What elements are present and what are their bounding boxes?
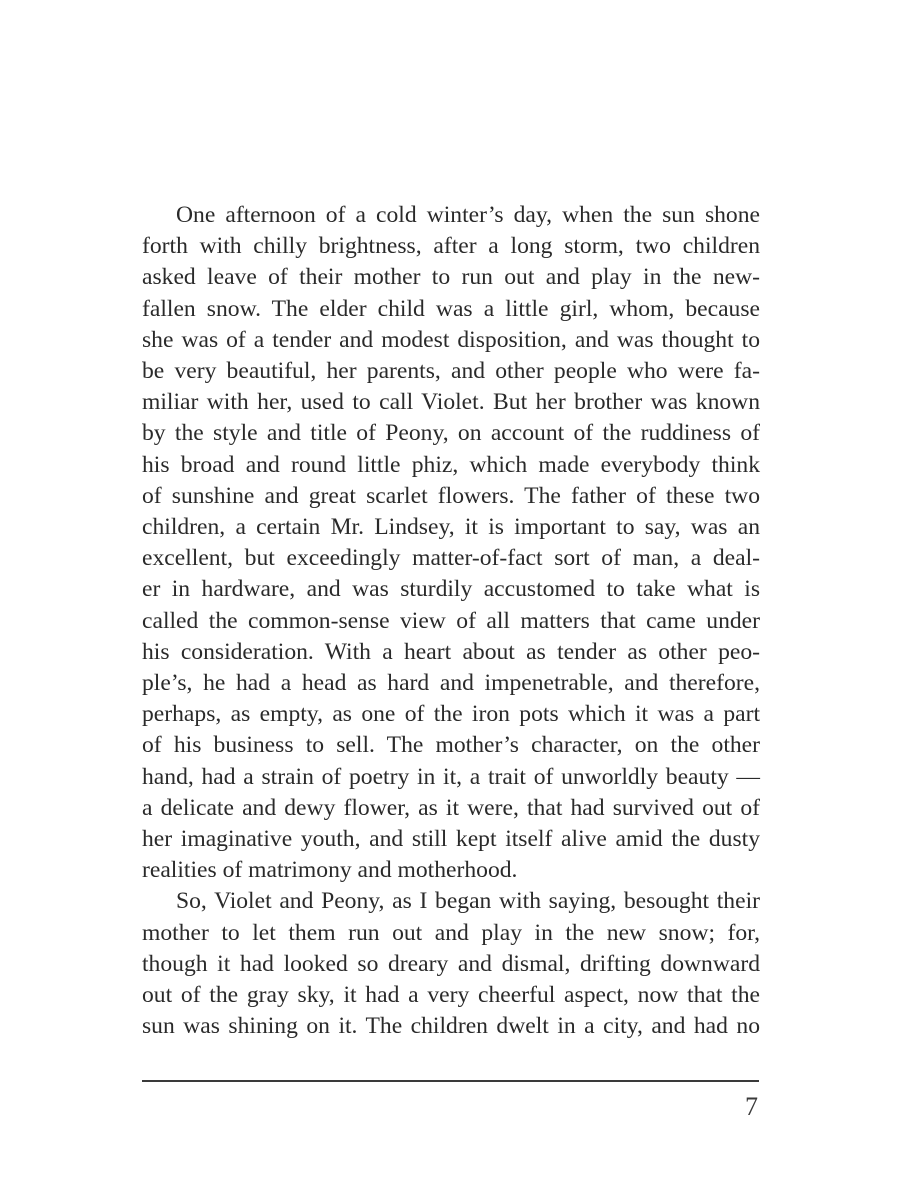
paragraph-1-line: called the common-sense view of all matters that came under — [142, 607, 760, 634]
paragraph-1-line: her imaginative youth, and still kept itself alive amid the dusty — [142, 826, 760, 853]
paragraph-1-line: she was of a tender and modest disposition, and was thought to — [142, 326, 760, 353]
paragraph-2-line: out of the gray sky, it had a very cheerful aspect, now that the — [142, 982, 760, 1009]
paragraph-1-line: by the style and title of Peony, on account of the ruddiness of — [142, 420, 760, 447]
paragraph-1-line: his broad and round little phiz, which made everybody think — [142, 451, 760, 478]
paragraph-1-line: er in hardware, and was sturdily accustomed to take what is — [142, 576, 760, 603]
body-text — [142, 200, 760, 1042]
paragraph-1-line: realities of matrimony and motherhood. — [142, 857, 518, 884]
paragraph-2-line: though it had looked so dreary and dismal, drifting downward — [142, 950, 760, 977]
paragraph-1-line: hand, had a strain of poetry in it, a trait of unworldly beauty — — [142, 763, 760, 790]
paragraph-1-line: a delicate and dewy flower, as it were, that had survived out of — [142, 794, 760, 821]
paragraph-1-line: forth with chilly brightness, after a long storm, two children — [142, 233, 760, 260]
paragraph-1-line: of his business to sell. The mother’s character, on the other — [142, 732, 760, 759]
paragraph-1-line: excellent, but exceedingly matter-of-fact sort of man, a deal- — [142, 545, 760, 572]
footer-rule — [142, 1080, 759, 1082]
paragraph-1-line: of sunshine and great scarlet flowers. The father of these two — [142, 482, 760, 509]
paragraph-2-line: So, Violet and Peony, as I began with saying, besought their — [176, 888, 760, 915]
paragraph-1-line: ple’s, he had a head as hard and impenetrable, and therefore, — [142, 670, 760, 697]
paragraph-1-line: miliar with her, used to call Violet. But her brother was known — [142, 389, 760, 416]
paragraph-1-line: children, a certain Mr. Lindsey, it is important to say, was an — [142, 514, 760, 541]
paragraph-1-line: One afternoon of a cold winter’s day, when the sun shone — [176, 202, 760, 228]
paragraph-2-line: sun was shining on it. The children dwelt in a city, and had no — [142, 1013, 760, 1040]
page-number: 7 — [745, 1092, 758, 1121]
paragraph-1-line: his consideration. With a heart about as tender as other peo- — [142, 638, 760, 665]
paragraph-1-line: be very beautiful, her parents, and other people who were fa- — [142, 358, 760, 385]
paragraph-2-line: mother to let them run out and play in the new snow; for, — [142, 919, 760, 946]
paragraph-1-line: fallen snow. The elder child was a little girl, whom, because — [142, 295, 760, 322]
paragraph-1-line: perhaps, as empty, as one of the iron pots which it was a part — [142, 701, 760, 728]
paragraph-1-line: asked leave of their mother to run out and play in the new- — [142, 264, 760, 291]
